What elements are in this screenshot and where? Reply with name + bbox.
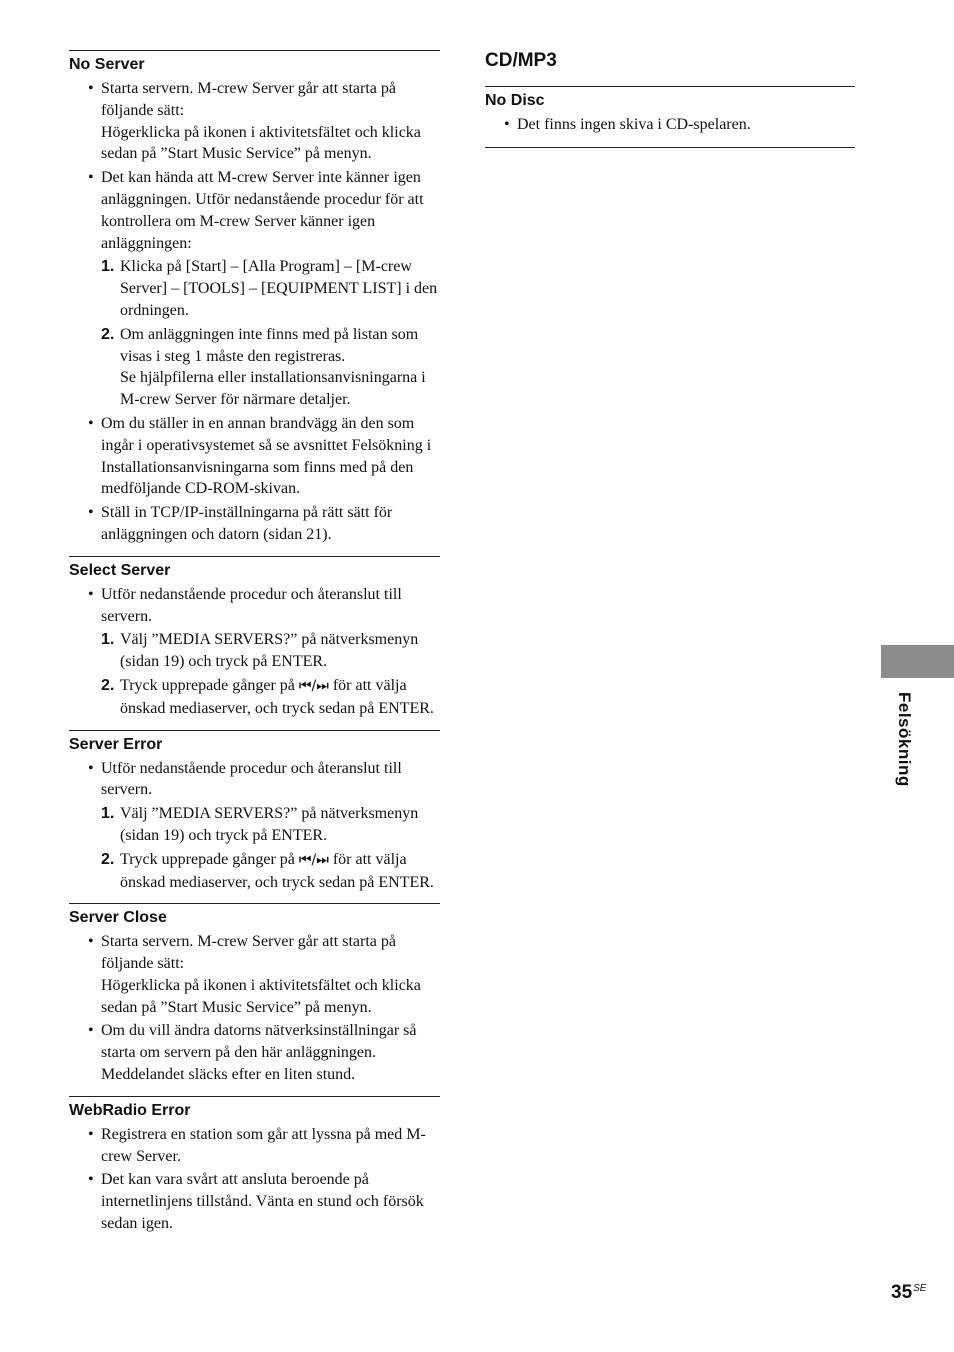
heading-server-error: Server Error [69, 735, 163, 753]
heading-select-server: Select Server [69, 561, 171, 579]
section-title-cd-mp3: CD/MP3 [485, 50, 557, 71]
bullet-subtext: Högerklicka på ikonen i aktivitetsfältet och klicka sedan på ”Start Music Service” på menyn. [101, 123, 421, 163]
bullet-text: Utför nedanstående procedur och återanslut till servern. [101, 585, 402, 625]
right-column [485, 50, 855, 148]
step-item [101, 675, 440, 720]
step-number: 2. [101, 676, 115, 694]
step-text: Välj ”MEDIA SERVERS?” på nätverksmenyn (sidan 19) och tryck på ENTER. [120, 805, 419, 844]
skip-prev-next-icon: ⏮/⏭ [298, 851, 329, 868]
bullet-text: Det kan vara svårt att ansluta beroende på internetlinjens tillstånd. Vänta en stund och försök sedan igen. [101, 1171, 424, 1233]
step-item [101, 324, 440, 411]
page-number [891, 1282, 926, 1304]
step-text: Klicka på [Start] – [Alla Program] – [M-crew Server] – [TOOLS] – [EQUIPMENT LIST] i den ordningen. [120, 258, 438, 319]
no-disc-bullets [485, 114, 855, 136]
section-no-server [69, 50, 440, 556]
bullet-text: Det kan hända att M-crew Server inte känner igen anläggningen. Utför nedanstående procedur för att kontrollera om M-crew Server känner igen anläggningen: [101, 169, 424, 252]
list-item [517, 114, 855, 136]
section-no-disc [485, 86, 855, 148]
heading-no-disc: No Disc [485, 92, 545, 109]
server-error-steps [101, 803, 440, 893]
bullet-text: Starta servern. M-crew Server går att starta på följande sätt: [101, 933, 396, 973]
heading-no-server: No Server [69, 56, 145, 73]
no-server-bullets [69, 78, 440, 546]
list-item [101, 167, 440, 411]
server-error-bullets [69, 758, 440, 894]
select-server-steps [101, 629, 440, 719]
step-text: Välj ”MEDIA SERVERS?” på nätverksmenyn (sidan 19) och tryck på ENTER. [120, 631, 419, 671]
skip-prev-next-icon: ⏮/⏭ [298, 677, 329, 694]
bullet-subtext: Högerklicka på ikonen i aktivitetsfältet och klicka sedan på ”Start Music Service” på menyn. [101, 976, 421, 1016]
step-item [101, 256, 440, 321]
step-subtext: Se hjälpfilerna eller installationsanvisningarna i M-crew Server för närmare detaljer. [120, 369, 426, 409]
bullet-text: Starta servern. M-crew Server går att starta på följande sätt: [101, 80, 396, 119]
step-number: 1. [101, 631, 115, 649]
select-server-bullets [69, 584, 440, 720]
side-tab-label [860, 678, 940, 818]
section-webradio-error [69, 1096, 440, 1245]
page-number-suffix: SE [913, 1283, 927, 1294]
server-close-bullets [69, 931, 440, 1086]
list-item [101, 1020, 440, 1085]
step-text: Om anläggningen inte finns med på listan som visas i steg 1 måste den registreras. [120, 325, 419, 365]
list-item [101, 931, 440, 1018]
bullet-text: Det finns ingen skiva i CD-spelaren. [517, 116, 751, 133]
list-item [101, 758, 440, 894]
section-server-error [69, 730, 440, 904]
page-number-value: 35 [891, 1282, 913, 1303]
list-item [101, 1124, 440, 1168]
step-text-post: för att välja önskad mediaserver, och tryck sedan på ENTER. [120, 676, 434, 717]
step-number: 2. [101, 325, 115, 343]
bullet-text: Om du vill ändra datorns nätverksinställningar så starta om servern på den här anläggningen. Meddelandet släcks efter en liten stund. [101, 1022, 417, 1084]
step-item [101, 629, 440, 673]
webradio-error-bullets [69, 1124, 440, 1235]
side-tab-marker [881, 645, 954, 678]
list-item [101, 78, 440, 165]
list-item [101, 1169, 440, 1234]
step-item [101, 849, 440, 894]
left-column [69, 50, 440, 1245]
step-text-pre: Tryck upprepade gånger på [120, 676, 299, 694]
bullet-text: Om du ställer in en annan brandvägg än den som ingår i operativsystemet så se avsnittet Felsökning i Installationsanvisningarna som finns med på den medföljande CD-ROM-skivan. [101, 414, 432, 498]
step-number: 2. [101, 850, 115, 868]
step-text-pre: Tryck upprepade gånger på [120, 850, 299, 868]
section-server-close [69, 903, 440, 1096]
list-item [101, 502, 440, 546]
step-text-post: för att välja önskad mediaserver, och tryck sedan på ENTER. [120, 850, 434, 891]
list-item [101, 584, 440, 720]
section-select-server [69, 556, 440, 730]
no-server-steps [101, 256, 440, 411]
bullet-text: Registrera en station som går att lyssna på med M-crew Server. [101, 1125, 426, 1165]
heading-server-close: Server Close [69, 909, 167, 927]
step-item [101, 803, 440, 847]
bullet-text: Ställ in TCP/IP-inställningarna på rätt sätt för anläggningen och datorn (sidan 21). [101, 504, 393, 543]
step-number: 1. [101, 805, 115, 823]
side-tab-text: Felsökning [895, 692, 914, 787]
bullet-text: Utför nedanstående procedur och återanslut till servern. [101, 759, 402, 799]
step-number: 1. [101, 258, 115, 276]
heading-webradio-error: WebRadio Error [69, 1101, 191, 1119]
list-item [101, 413, 440, 500]
